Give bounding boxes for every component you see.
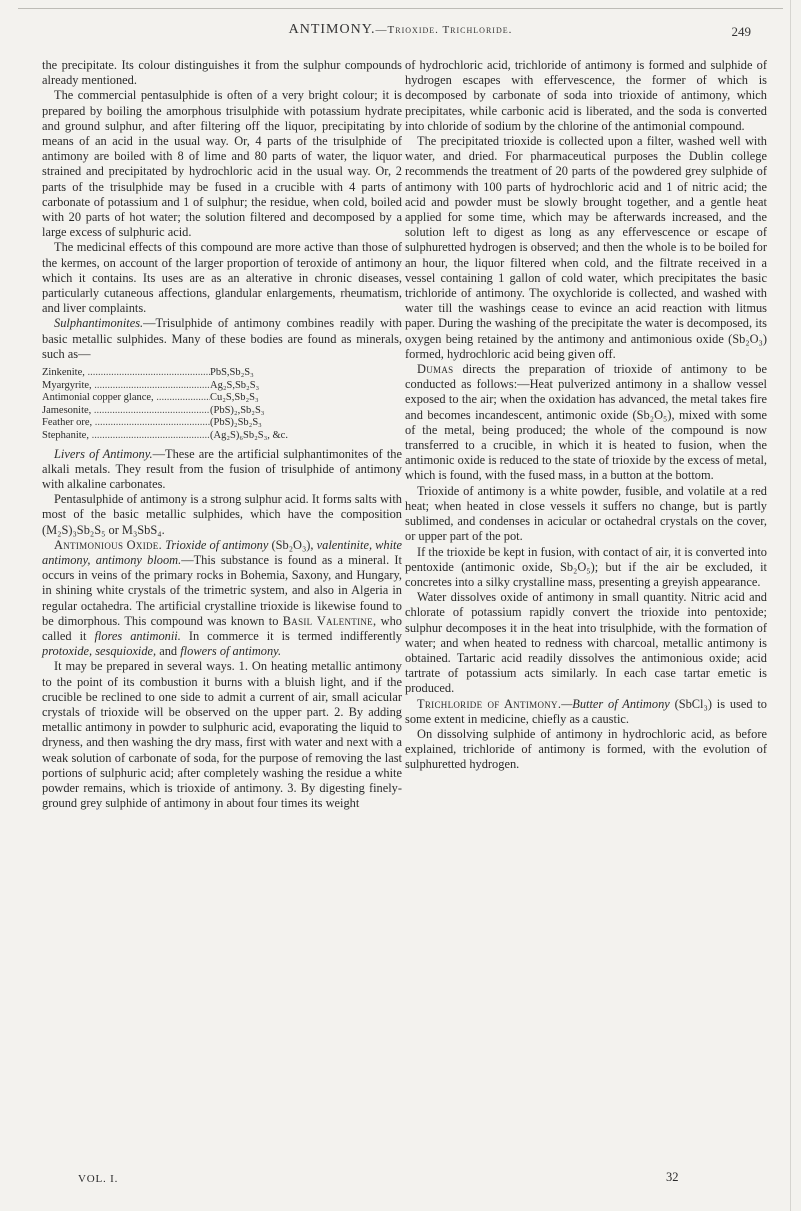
commerce-term: flowers of antimony. — [180, 644, 282, 659]
paragraph-text: —This substance is found as a mineral. It occurs in veins of the primary rocks in Bohemia, Saxony, and Hungary, in shining white crystals of the trimetric system, and also in Algeria in regular octahedra. The artificial crystalline trioxide is likewise found to be dimorphous. This compound was known to — [42, 553, 402, 628]
paragraph: the precipitate. Its colour distinguishes it from the sulphur compounds already mentioned. — [42, 58, 402, 88]
paragraph-text: In commerce it is termed indifferently — [180, 629, 402, 644]
right-column — [405, 58, 767, 773]
mineral-name: Stephanite, ..... — [42, 430, 210, 443]
paragraph: Trioxide of antimony is a white powder, fusible, and volatile at a red heat; when heated in close vessels it suffers no change, but is partly sublimed, and condenses in acicular or octahedral crystals on the cover, or upper part of the pot. — [405, 483, 767, 544]
mineral-name: Feather ore, ..... — [42, 417, 210, 430]
mineral-row — [42, 380, 402, 393]
mineral-formula: (Ag₂S)₆Sb₂S₃, &c. — [210, 430, 288, 442]
mineral-formula: Cu₂S,Sb₂S₃ — [210, 392, 259, 404]
person-name: Dumas — [417, 362, 454, 377]
mineral-row — [42, 392, 402, 405]
paragraph — [42, 538, 402, 660]
page-number: 249 — [731, 24, 751, 39]
section-lead: Livers of Antimony. — [54, 446, 153, 461]
section-heading: Antimonious Oxide. — [54, 537, 162, 552]
paragraph: of hydrochloric acid, trichloride of antimony is formed and sulphide of hydrogen escapes with effervescence, the former of which is decomposed by carbonate of soda into trioxide of antimony, which precipitates, while carbonic acid is liberated, and the soda is converted into chloride of sodium by the chlorine of the antimonial compound. — [405, 58, 767, 133]
mineral-row — [42, 367, 402, 380]
synonyms: valentinite, white antimony, antimony bloom. — [42, 537, 402, 568]
mineral-name: Jamesonite, ..... — [42, 405, 210, 418]
mineral-row — [42, 417, 402, 430]
left-column — [42, 58, 402, 812]
paragraph-text: and — [156, 644, 181, 659]
paragraph-text: —These are the artificial sulphantimonites of the alkali metals. They result from the fusion of trisulphide of antimony with alkaline carbonates. — [42, 446, 402, 492]
person-name: Basil Valentine, — [282, 613, 377, 628]
section-heading: Trichloride of Antimony. — [417, 696, 562, 711]
paragraph: The precipitated trioxide is collected upon a filter, washed well with water, and dried. For pharmaceutical purposes the Dublin college recommends the treatment of 20 parts of the powdered grey sulphide of antimony with 100 parts of hydrochloric acid and 1 of nitric acid; the acid and powder must be slowly brought together, and a gentle heat applied for some time, which may be afterwards increased, and the solution left to digest as long as any effervescence or escape of sulphuretted hydrogen is observed; and then the whole is to be boiled for an hour, the liquor filtered when cold, and the filtrate received in a vessel containing 1 gallon of cold water, which precipitates the basic trichloride of antimony. The oxychloride is collected, and washed with water till the washings cease to evince an acid reaction with litmus paper. During the washing of the precipitate the water is decomposed, its oxygen being retained by the antimony and antimonious oxide (Sb₂O₃) formed, hydrochloric acid being given off. — [405, 134, 767, 361]
paragraph: On dissolving sulphide of antimony in hydrochloric acid, as before explained, trichloride of antimony is formed, with the evolution of sulphuretted hydrogen. — [405, 726, 767, 772]
section-subheading: —Butter of Antimony — [561, 696, 670, 711]
mineral-name: Myargyrite, ..... — [42, 380, 210, 393]
minerals-table — [42, 367, 402, 443]
page-edge-line — [790, 0, 791, 1211]
signature-mark: 32 — [666, 1170, 679, 1184]
paragraph — [405, 362, 767, 484]
formula: (Sb₂O₃), — [268, 537, 317, 552]
mineral-name: Zinkenite, ..... — [42, 367, 210, 380]
mineral-formula: (PbS)₂,Sb₂S₃ — [210, 404, 265, 416]
commerce-terms: protoxide, sesquioxide, — [42, 644, 157, 659]
paragraph — [42, 316, 402, 362]
running-header — [60, 22, 741, 42]
section-subheading: Trioxide of antimony — [165, 537, 269, 552]
paragraph-text: (SbCl₃) is used to some extent in medicine, chiefly as a caustic. — [405, 696, 767, 726]
latin-term: flores antimonii. — [94, 629, 181, 644]
paragraph: The commercial pentasulphide is often of a very bright colour; it is prepared by boiling the amorphous trisulphide with potassium hydrate and ground sulphur, and after filtering off the liquor, precipitating by means of an acid in the usual way. Or, 4 parts of the trisulphide of antimony are boiled with 8 of lime and 80 parts of water, the liquor strained and precipitated by hydrochloric acid in the usual way. Or, 2 parts of the trisulphide may be fused in a crucible with 4 parts of carbonate of potassium and 1 of sulphur; the residue, when cold, boiled with 20 parts of hot water; the solution filtered and decomposed by a large excess of sulphuric acid. — [42, 88, 402, 240]
mineral-formula: (PbS)₂Sb₂S₃ — [210, 417, 262, 429]
paragraph — [405, 697, 767, 727]
top-rule — [18, 8, 783, 9]
paragraph-text: —Trisulphide of antimony combines readily with basic metallic sulphides. Many of these bodies are found as minerals, such as— — [42, 316, 402, 361]
paragraph — [42, 447, 402, 493]
header-title-rest: —Trioxide. Trichloride. — [375, 24, 513, 36]
paragraph-text: who called it — [42, 613, 402, 644]
mineral-row — [42, 430, 402, 443]
paragraph: Water dissolves oxide of antimony in small quantity. Nitric acid and chlorate of potassium rapidly convert the trioxide into pentoxide; sulphur decomposes it in the heat into trisulphide, with the formation of water; and when heated to redness with charcoal, metallic antimony is obtained. Tartaric acid readily dissolves the antimonious oxide; acid tartrate of potassium acts similarly. In each case tartar emetic is produced. — [405, 590, 767, 696]
paragraph-text: directs the preparation of trioxide of antimony to be conducted as follows:—Heat pulverized antimony in a shallow vessel exposed to the air; when the oxidation has advanced, the metal takes fire and becomes incandescent, antimonic oxide (Sb₂O₅), mixed with some of the metal, being produced; the whole of the compound is now transferred to a crucible, in which it is heated to fusion, when the antimonic oxide is reduced to the state of trioxide by the excess of metal, which is found, with the fused mass, in a button at the bottom. — [405, 362, 767, 483]
paragraph: It may be prepared in several ways. 1. On heating metallic antimony to the point of its combustion it burns with a bluish light, and if the crucible be reclined to one side to admit a current of air, small acicular crystals of trioxide will be observed on the upper part. 2. By adding metallic antimony in powder to sulphuric acid, evaporating the liquid to dryness, and then washing the dry mass, first with water and next with a weak solution of carbonate of soda, for the purpose of removing the last portions of sulphuric acid; after completely washing the residue a white powder remains, which is trioxide of antimony. 3. By digesting finely-ground grey sulphide of antimony in about four times its weight — [42, 659, 402, 811]
mineral-name: Antimonial copper glance, ..... — [42, 392, 210, 405]
header-title-main: ANTIMONY. — [288, 22, 376, 37]
mineral-row — [42, 405, 402, 418]
paragraph: Pentasulphide of antimony is a strong sulphur acid. It forms salts with most of the basic metallic sulphides, which have the composition (M₂S)₃Sb₂S₅ or M₃SbS₄. — [42, 492, 402, 537]
paragraph: The medicinal effects of this compound are more active than those of the kermes, on account of the larger proportion of teroxide of antimony which it contains. Its uses are as an alterative in chronic diseases, particularly cutaneous affections, glandular enlargements, rheumatism, and liver complaints. — [42, 240, 402, 316]
volume-label: VOL. I. — [78, 1173, 119, 1185]
paragraph: If the trioxide be kept in fusion, with contact of air, it is converted into pentoxide (antimonic oxide, Sb₂O₅); but if the air be excluded, it concretes into a silky crystalline mass, presenting a greyish appearance. — [405, 544, 767, 589]
mineral-formula: Ag₂S,Sb₂S₃ — [210, 379, 260, 391]
section-lead: Sulphantimonites. — [54, 316, 144, 331]
mineral-formula: PbS,Sb₂S₃ — [210, 367, 254, 379]
